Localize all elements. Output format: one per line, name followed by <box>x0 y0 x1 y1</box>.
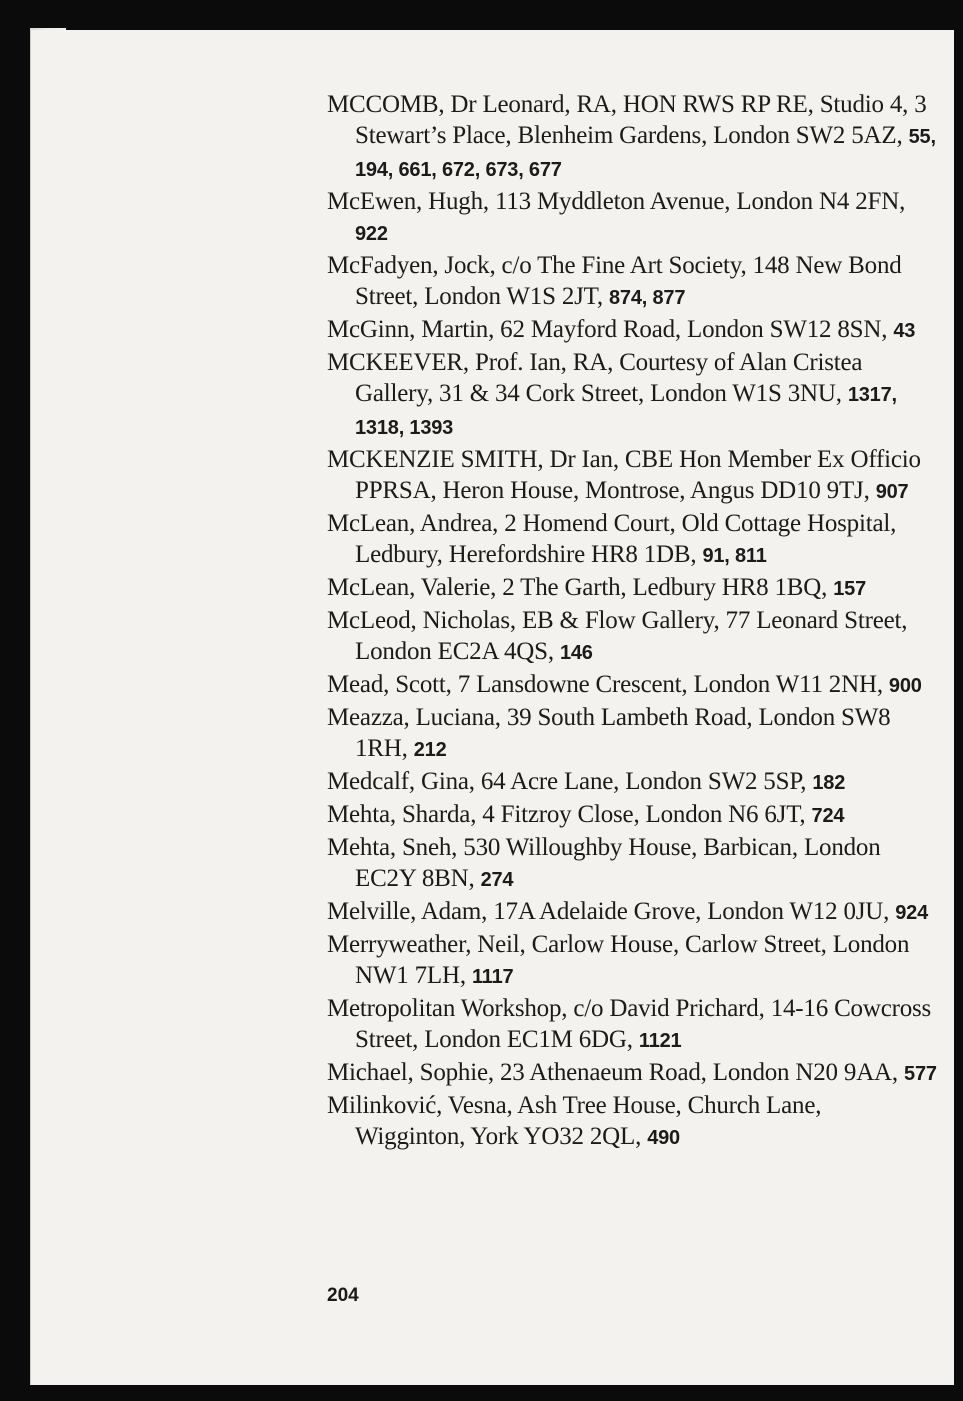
entry-text: MCKEEVER, Prof. Ian, RA, Courtesy of Alan Cristea Gallery, 31 & 34 Cork Street, London W1S 3NU, <box>327 349 863 407</box>
list-item <box>327 444 937 508</box>
entry-text: MCCOMB, Dr Leonard, RA, HON RWS RP RE, Studio 4, 3 Stewart’s Place, Blenheim Gardens, London SW2 5AZ, <box>327 91 927 149</box>
entry-catalogue-numbers: 157 <box>833 578 866 600</box>
list-item <box>327 250 937 314</box>
entry-catalogue-numbers: 1117 <box>471 966 514 988</box>
entry-text: McLean, Andrea, 2 Homend Court, Old Cottage Hospital, Ledbury, Herefordshire HR8 1DB, <box>327 510 897 568</box>
entry-text: Melville, Adam, 17A Adelaide Grove, London W12 0JU, <box>327 898 896 925</box>
entry-catalogue-numbers: 91, 811 <box>702 545 767 567</box>
list-item <box>327 89 937 186</box>
list-item <box>327 799 937 832</box>
entry-text: Medcalf, Gina, 64 Acre Lane, London SW2 5SP, <box>327 768 813 795</box>
list-item <box>327 993 937 1057</box>
list-item <box>327 508 937 572</box>
entry-text: McLeod, Nicholas, EB & Flow Gallery, 77 Leonard Street, London EC2A 4QS, <box>327 607 908 665</box>
entry-catalogue-numbers: 907 <box>875 481 909 503</box>
list-item <box>327 702 937 766</box>
entry-catalogue-numbers: 577 <box>904 1063 937 1085</box>
entry-text: Merryweather, Neil, Carlow House, Carlow Street, London NW1 7LH, <box>327 931 910 989</box>
entry-catalogue-numbers: 924 <box>895 902 929 924</box>
list-item <box>327 572 937 605</box>
entry-catalogue-numbers: 43 <box>893 320 916 342</box>
list-item <box>327 347 937 444</box>
list-item <box>327 929 937 993</box>
entry-text: McGinn, Martin, 62 Mayford Road, London SW12 8SN, <box>327 316 894 343</box>
entry-text: MCKENZIE SMITH, Dr Ian, CBE Hon Member Ex Officio PPRSA, Heron House, Montrose, Angus DD10 9TJ, <box>327 446 921 504</box>
list-item <box>327 832 937 896</box>
list-item <box>327 896 937 929</box>
list-item <box>327 669 937 702</box>
entry-catalogue-numbers: 922 <box>355 223 388 245</box>
entry-catalogue-numbers: 55, 194, 661, 672, 673, 677 <box>355 126 936 181</box>
entry-catalogue-numbers: 274 <box>480 869 514 891</box>
page-number: 204 <box>327 1285 359 1306</box>
entry-text: McLean, Valerie, 2 The Garth, Ledbury HR8 1BQ, <box>327 574 834 601</box>
entry-catalogue-numbers: 724 <box>811 805 845 827</box>
list-item <box>327 766 937 799</box>
entry-text: Mehta, Sharda, 4 Fitzroy Close, London N6 6JT, <box>327 801 812 828</box>
entry-catalogue-numbers: 212 <box>413 739 447 761</box>
entry-catalogue-numbers: 1121 <box>638 1030 682 1052</box>
entry-catalogue-numbers: 900 <box>888 675 922 697</box>
entry-text: Michael, Sophie, 23 Athenaeum Road, London N20 9AA, <box>327 1059 905 1086</box>
entry-catalogue-numbers: 490 <box>647 1127 680 1149</box>
entry-text: Mead, Scott, 7 Lansdowne Crescent, London W11 2NH, <box>327 671 889 698</box>
entry-catalogue-numbers: 1317, 1318, 1393 <box>355 384 897 439</box>
entry-catalogue-numbers: 874, 877 <box>608 287 686 309</box>
entry-text: McFadyen, Jock, c/o The Fine Art Society, 148 New Bond Street, London W1S 2JT, <box>327 252 902 310</box>
list-item <box>327 186 937 250</box>
entry-text: Mehta, Sneh, 530 Willoughby House, Barbican, London EC2Y 8BN, <box>327 834 881 892</box>
entry-catalogue-numbers: 182 <box>812 772 846 794</box>
index-entries <box>327 89 937 1154</box>
entry-text: Meazza, Luciana, 39 South Lambeth Road, London SW8 1RH, <box>327 704 891 762</box>
list-item <box>327 1057 937 1090</box>
list-item <box>327 605 937 669</box>
entry-text: McEwen, Hugh, 113 Myddleton Avenue, London N4 2FN, <box>327 188 906 215</box>
entry-catalogue-numbers: 146 <box>559 642 593 664</box>
entry-text: Milinković, Vesna, Ash Tree House, Church Lane, Wigginton, York YO32 2QL, <box>327 1092 822 1150</box>
list-item <box>327 1090 937 1154</box>
entry-text: Metropolitan Workshop, c/o David Prichard, 14-16 Cowcross Street, London EC1M 6DG, <box>327 995 932 1053</box>
list-item <box>327 314 937 347</box>
